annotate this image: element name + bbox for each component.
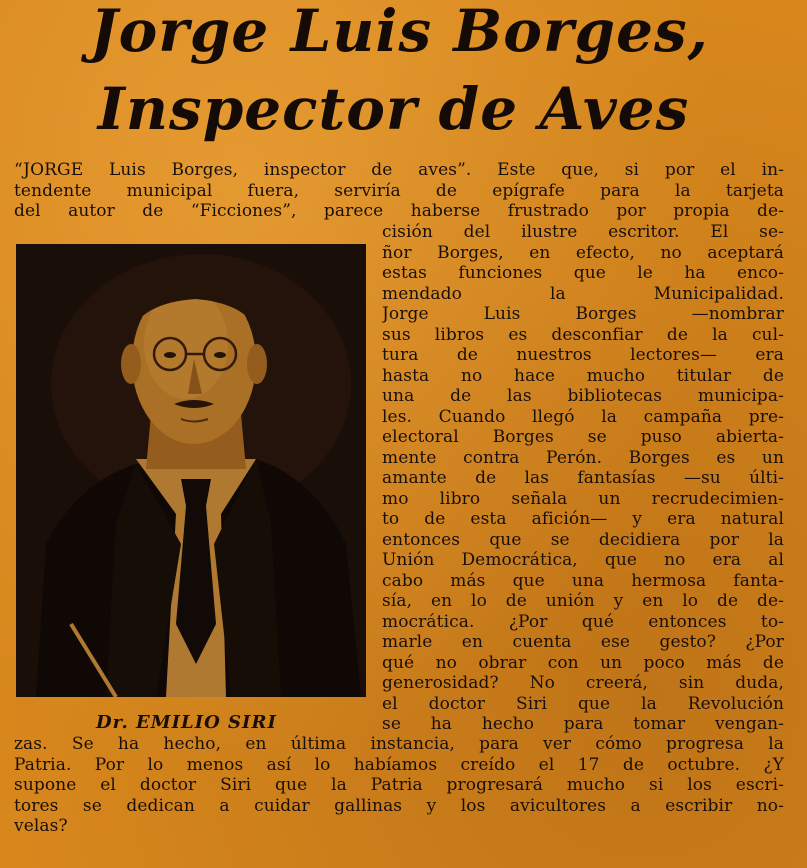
article-line: tura de nuestros lectores— era xyxy=(382,345,784,365)
article-line: tores se dedican a cuidar gallinas y los avicultores a escribir no- xyxy=(14,795,784,816)
article-line: hasta no hace mucho titular de xyxy=(382,365,784,386)
article-line: tendente municipal fuera, serviría de epígrafe para la tarjeta xyxy=(14,180,784,201)
article-line: estas funciones que le ha enco- xyxy=(382,263,784,283)
article-line: cisión del ilustre escritor. El se- xyxy=(382,222,784,242)
article-line: zas. Se ha hecho, en última instancia, para ver cómo progresa la xyxy=(14,734,784,754)
article-bottom-block xyxy=(14,734,784,837)
article-line: mocrática. ¿Por qué entonces to- xyxy=(382,611,784,632)
headline-line-2: Inspector de Aves xyxy=(97,75,690,143)
article-line: cabo más que una hermosa fanta- xyxy=(382,570,784,591)
article-line: supone el doctor Siri que la Patria progresará mucho si los escri- xyxy=(14,775,784,795)
article-right-column xyxy=(382,222,784,735)
article-line: Jorge Luis Borges —nombrar xyxy=(382,304,784,324)
article-line: del autor de “Ficciones”, parece haberse frustrado por propia de- xyxy=(14,201,784,221)
article-line: “JORGE Luis Borges, inspector de aves”. Este que, si por el in- xyxy=(14,160,784,180)
article-line: sía, en lo de unión y en lo de de- xyxy=(382,591,784,611)
article-top-block xyxy=(14,160,784,222)
portrait-illustration xyxy=(16,244,366,697)
article-line: amante de las fantasías —su últi- xyxy=(382,468,784,488)
headline-line-1: Jorge Luis Borges, xyxy=(90,0,709,65)
article-line: sus libros es desconfiar de la cul- xyxy=(382,324,784,345)
article-line: generosidad? No creerá, sin duda, xyxy=(382,673,784,693)
article-line: mo libro señala un recrudecimien- xyxy=(382,488,784,509)
portrait-photo xyxy=(16,244,366,697)
article-line: velas? xyxy=(14,816,68,836)
article-line: una de las bibliotecas municipa- xyxy=(382,386,784,406)
article-line: Patria. Por lo menos así lo habíamos creído el 17 de octubre. ¿Y xyxy=(14,754,784,775)
article-line: mendado la Municipalidad. xyxy=(382,283,784,304)
article-line: les. Cuando llegó la campaña pre- xyxy=(382,406,784,427)
article-line: to de esta afición— y era natural xyxy=(382,509,784,529)
photo-caption: Dr. EMILIO SIRI xyxy=(96,712,277,733)
article-line: entonces que se decidiera por la xyxy=(382,529,784,550)
article-line: el doctor Siri que la Revolución xyxy=(382,693,784,714)
article-line: se ha hecho para tomar vengan- xyxy=(382,714,784,734)
article-line: ñor Borges, en efecto, no aceptará xyxy=(382,242,784,263)
article-line: qué no obrar con un poco más de xyxy=(382,652,784,673)
article-line: marle en cuenta ese gesto? ¿Por xyxy=(382,632,784,652)
article-line: electoral Borges se puso abierta- xyxy=(382,427,784,447)
article-line: Unión Democrática, que no era al xyxy=(382,550,784,570)
article-line: mente contra Perón. Borges es un xyxy=(382,447,784,468)
